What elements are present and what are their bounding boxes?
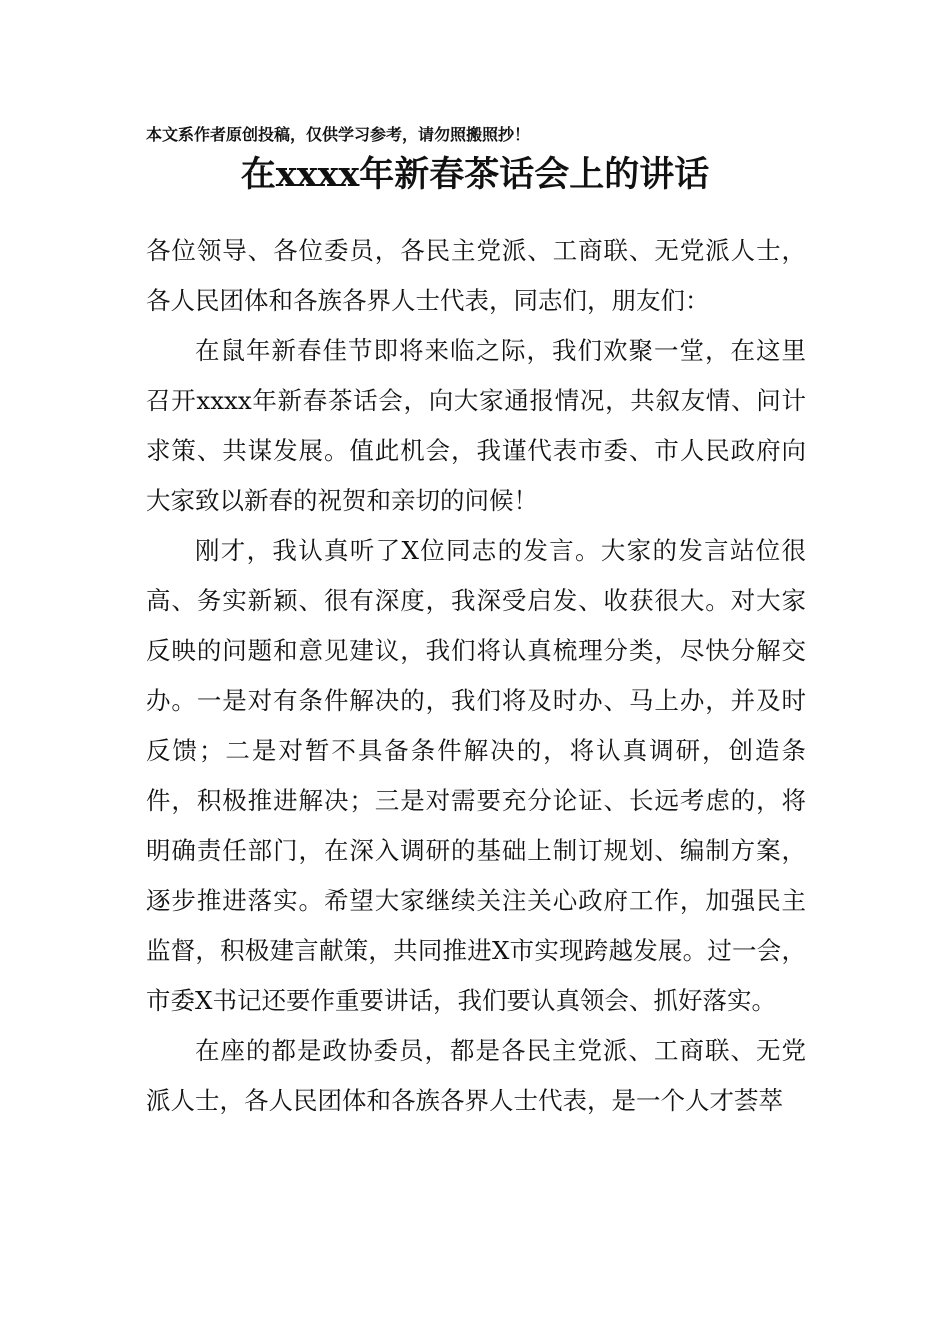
disclaimer-note: 本文系作者原创投稿，仅供学习参考，请勿照搬照抄！ bbox=[146, 125, 531, 144]
document-body bbox=[146, 226, 806, 1126]
body-paragraph-3: 在座的都是政协委员，都是各民主党派、工商联、无党派人士，各人民团体和各族各界人士代表，是一个人才荟萃 bbox=[146, 1036, 806, 1115]
salutation-paragraph: 各位领导、各位委员，各民主党派、工商联、无党派人士，各人民团体和各族各界人士代表，同志们，朋友们： bbox=[146, 236, 806, 315]
document-title: 在xxxx年新春茶话会上的讲话 bbox=[240, 154, 710, 195]
body-paragraph-2: 刚才，我认真听了X位同志的发言。大家的发言站位很高、务实新颖、很有深度，我深受启发、收获很大。对大家反映的问题和意见建议，我们将认真梳理分类，尽快分解交办。一是对有条件解决的，我们将及时办、马上办，并及时反馈；二是对暂不具备条件解决的，将认真调研，创造条件，积极推进解决；三是对需要充分论证、长远考虑的，将明确责任部门，在深入调研的基础上制订规划、编制方案，逐步推进落实。希望大家继续关注关心政府工作，加强民主监督，积极建言献策，共同推进X市实现跨越发展。过一会，市委X书记还要作重要讲话，我们要认真领会、抓好落实。 bbox=[146, 536, 806, 1015]
body-paragraph-1: 在鼠年新春佳节即将来临之际，我们欢聚一堂，在这里召开xxxx年新春茶话会，向大家通报情况，共叙友情、问计求策、共谋发展。值此机会，我谨代表市委、市人民政府向大家致以新春的祝贺和亲切的问候！ bbox=[146, 336, 806, 515]
